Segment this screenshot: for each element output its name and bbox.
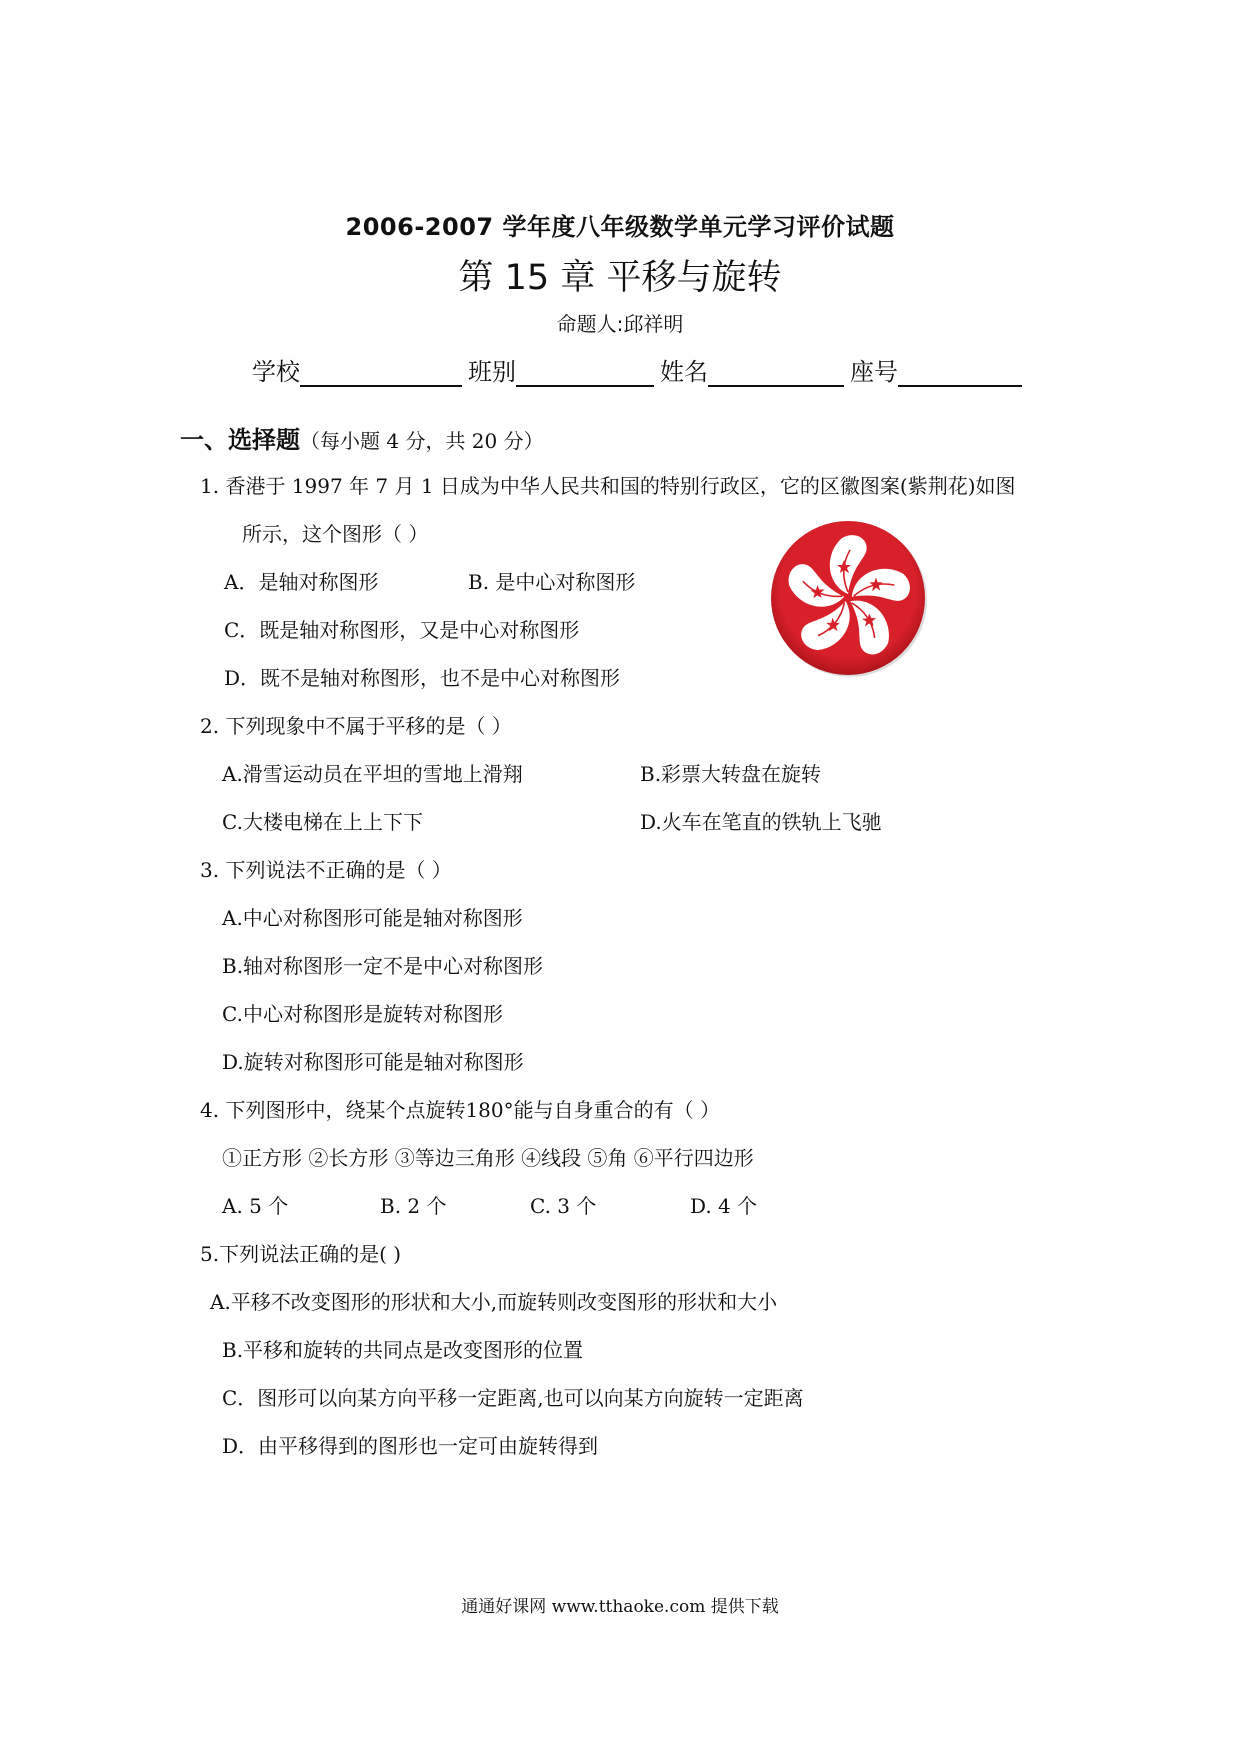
q3-option-b[interactable]: B.轴对称图形一定不是中心对称图形 — [222, 954, 544, 978]
author-line: 命题人:邱祥明 — [556, 312, 684, 336]
section-note: （每小题 4 分，共 20 分） — [300, 429, 544, 453]
q4-option-a[interactable]: A. 5 个 — [222, 1194, 289, 1218]
school-label: 学校 — [252, 358, 300, 386]
q3-option-d[interactable]: D.旋转对称图形可能是轴对称图形 — [222, 1050, 524, 1074]
q4-option-c[interactable]: C. 3 个 — [530, 1194, 597, 1218]
bauhinia-emblem-icon — [768, 518, 928, 678]
name-label: 姓名 — [660, 358, 708, 386]
name-blank[interactable] — [708, 359, 844, 387]
q2-option-d[interactable]: D.火车在笔直的铁轨上飞驰 — [640, 810, 882, 834]
q5-option-d[interactable]: D．由平移得到的图形也一定可由旋转得到 — [222, 1434, 599, 1458]
section-heading — [180, 420, 544, 455]
chapter-title: 第 15 章 平移与旋转 — [458, 258, 782, 298]
q4-option-d[interactable]: D. 4 个 — [690, 1194, 758, 1218]
seat-label: 座号 — [850, 358, 898, 386]
student-info-row — [252, 352, 1028, 387]
class-blank[interactable] — [516, 359, 654, 387]
q2-stem: 2. 下列现象中不属于平移的是（ ） — [200, 714, 512, 738]
class-label: 班别 — [468, 358, 516, 386]
q3-option-a[interactable]: A.中心对称图形可能是轴对称图形 — [222, 906, 523, 930]
q4-option-b[interactable]: B. 2 个 — [380, 1194, 447, 1218]
q1-option-a[interactable]: A．是轴对称图形 — [224, 570, 379, 594]
q3-stem: 3. 下列说法不正确的是（ ） — [200, 858, 452, 882]
q2-option-b[interactable]: B.彩票大转盘在旋转 — [640, 762, 822, 786]
q1-stem-line1: 1. 香港于 1997 年 7 月 1 日成为中华人民共和国的特别行政区，它的区徽图案(紫荆花)如图 — [200, 474, 1016, 498]
seat-blank[interactable] — [898, 359, 1022, 387]
q1-option-c[interactable]: C．既是轴对称图形，又是中心对称图形 — [224, 618, 580, 642]
q5-option-c[interactable]: C．图形可以向某方向平移一定距离,也可以向某方向旋转一定距离 — [222, 1386, 804, 1410]
q1-stem-line2: 所示，这个图形（ ） — [242, 522, 429, 546]
q5-stem: 5.下列说法正确的是( ) — [200, 1242, 402, 1266]
q2-option-a[interactable]: A.滑雪运动员在平坦的雪地上滑翔 — [222, 762, 523, 786]
q5-option-a[interactable]: A.平移不改变图形的形状和大小,而旋转则改变图形的形状和大小 — [210, 1290, 778, 1314]
q1-option-b[interactable]: B. 是中心对称图形 — [468, 570, 636, 594]
q2-option-c[interactable]: C.大楼电梯在上上下下 — [222, 810, 423, 834]
q1-option-d[interactable]: D．既不是轴对称图形，也不是中心对称图形 — [224, 666, 621, 690]
q4-stem: 4. 下列图形中，绕某个点旋转180°能与自身重合的有（ ） — [200, 1098, 720, 1122]
q5-option-b[interactable]: B.平移和旋转的共同点是改变图形的位置 — [222, 1338, 584, 1362]
q4-items: ①正方形 ②长方形 ③等边三角形 ④线段 ⑤角 ⑥平行四边形 — [222, 1146, 754, 1170]
section-title: 一、选择题 — [180, 426, 300, 454]
school-blank[interactable] — [300, 359, 462, 387]
exam-title: 2006-2007 学年度八年级数学单元学习评价试题 — [345, 213, 895, 241]
footer-source: 通通好课网 www.tthaoke.com 提供下载 — [461, 1597, 779, 1617]
q3-option-c[interactable]: C.中心对称图形是旋转对称图形 — [222, 1002, 503, 1026]
